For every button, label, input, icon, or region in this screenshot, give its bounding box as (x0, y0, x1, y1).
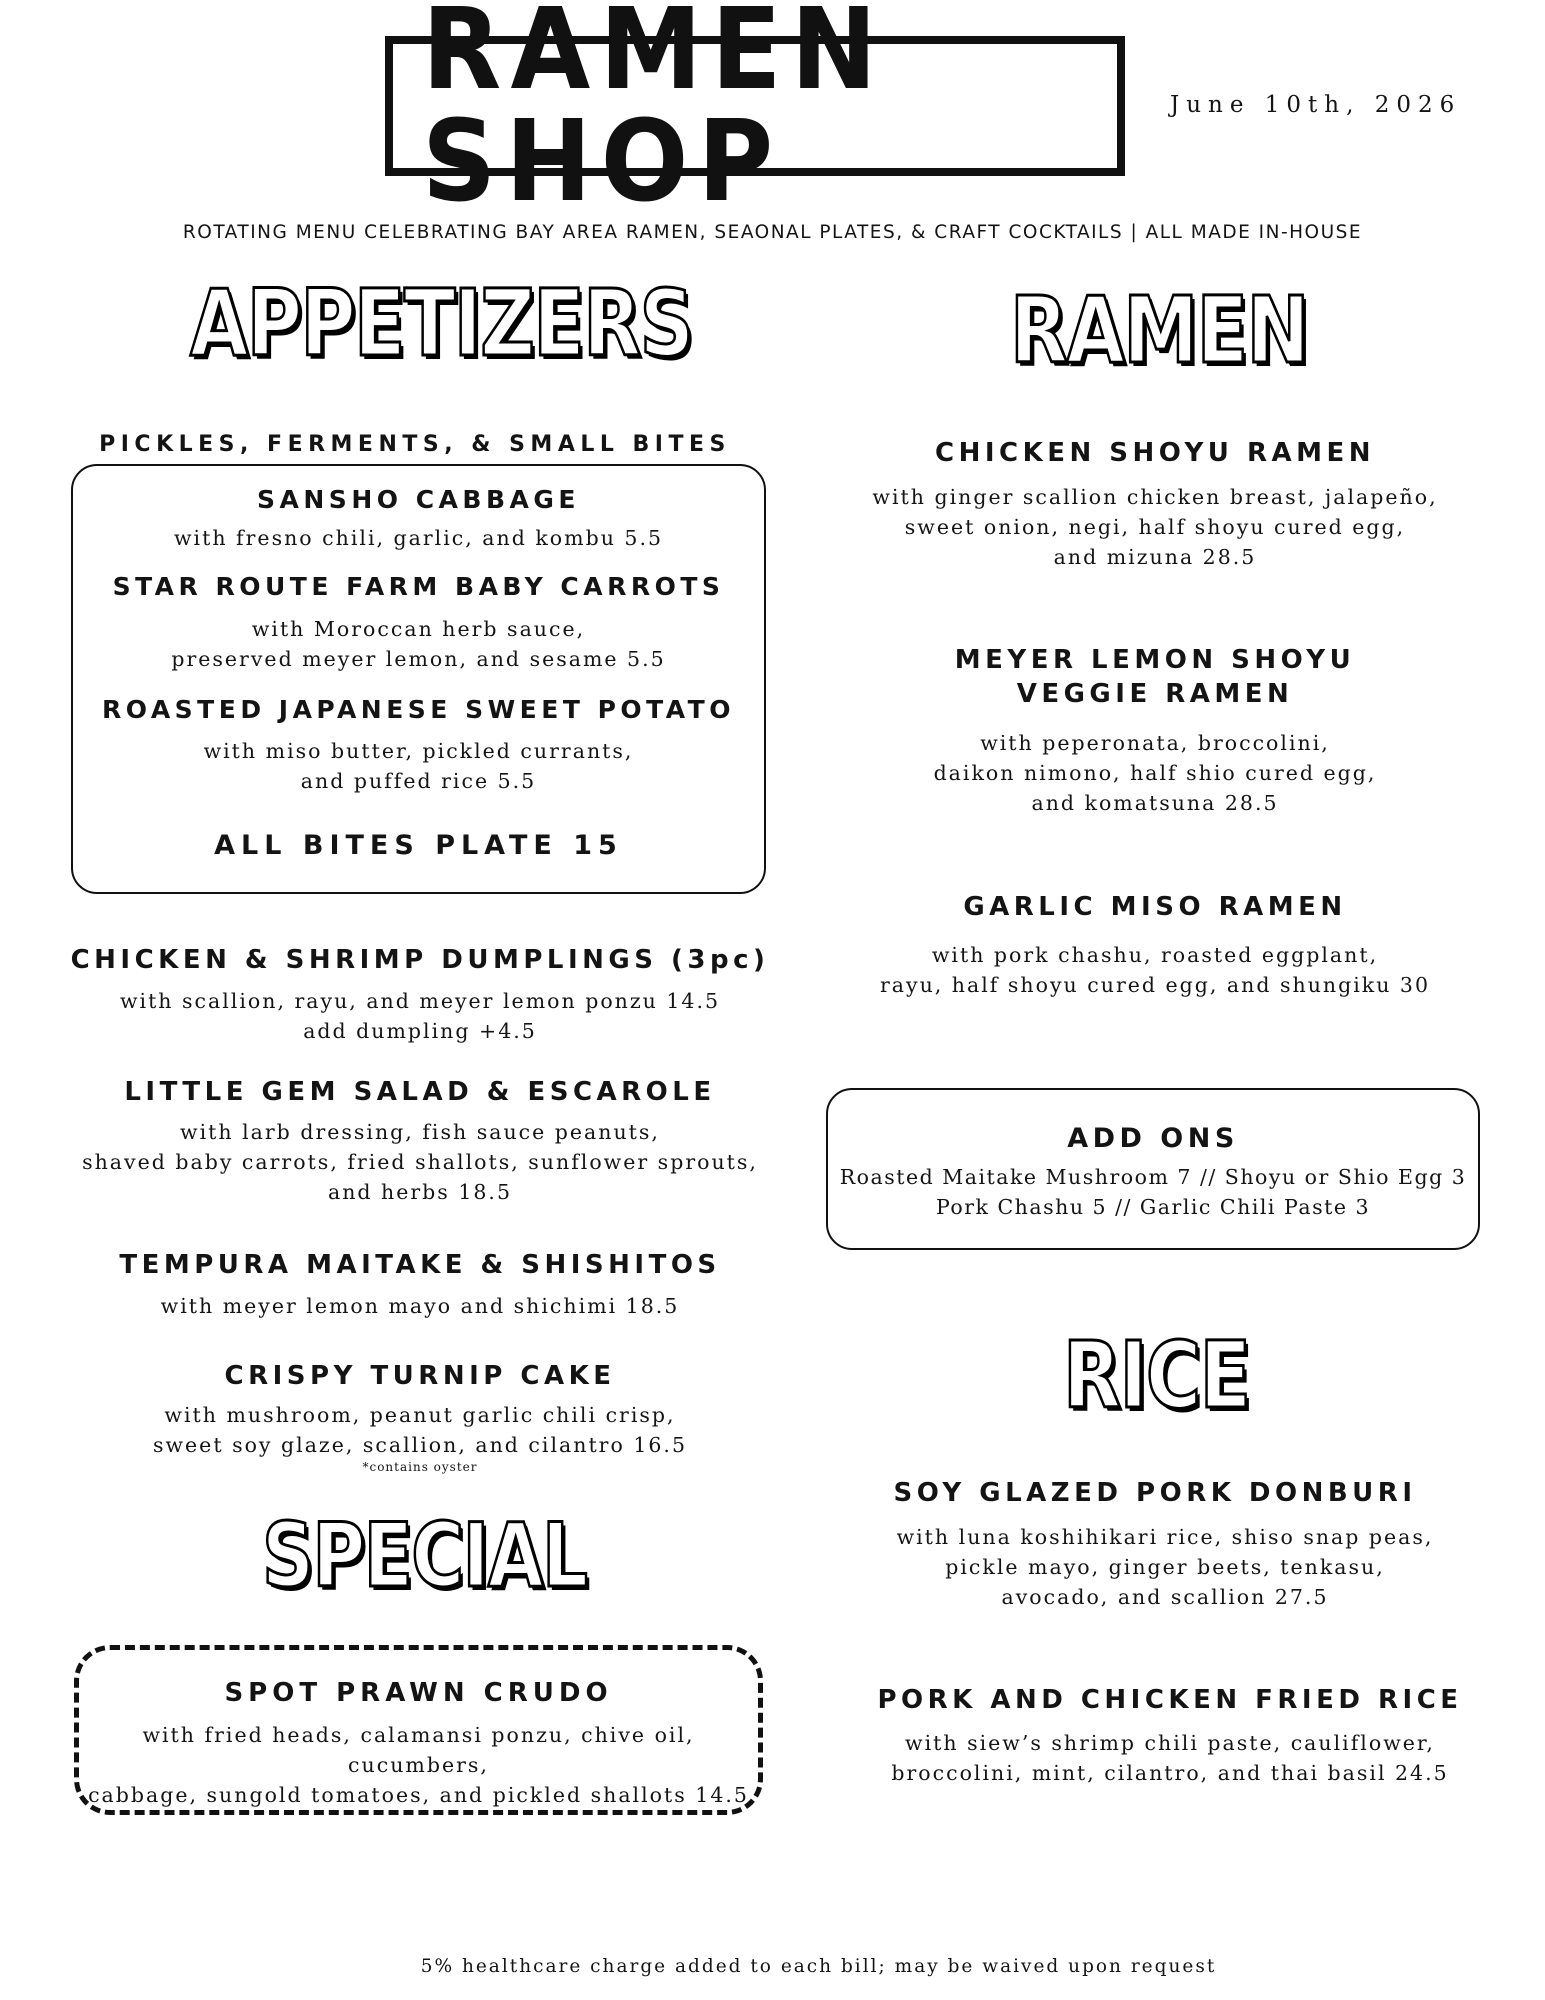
desc-line: pickle mayo, ginger beets, tenkasu, (945, 1555, 1385, 1579)
appetizer-title: TEMPURA MAITAKE & SHISHITOS (119, 1250, 721, 1280)
desc-line: sweet onion, negi, half shoyu cured egg, (904, 515, 1406, 539)
desc-line: rayu, half shoyu cured egg, and shungiku 30 (879, 973, 1431, 997)
desc-line: add dumpling +4.5 (303, 1019, 537, 1043)
bite-title: SANSHO CABBAGE (257, 485, 580, 514)
logo-box (385, 0, 1125, 227)
ramen-title (830, 643, 1480, 711)
desc-line: shaved baby carrots, fried shallots, sunflower sprouts, (82, 1150, 758, 1174)
appetizer-title: LITTLE GEM SALAD & ESCAROLE (124, 1077, 716, 1107)
ramen-desc (820, 728, 1490, 818)
desc-line: broccolini, mint, cilantro, and thai basil 24.5 (891, 1761, 1449, 1785)
desc-line: with peperonata, broccolini, (980, 731, 1330, 755)
ramen-title: CHICKEN SHOYU RAMEN (934, 438, 1375, 468)
ramen-title: GARLIC MISO RAMEN (963, 892, 1347, 922)
desc-line: and mizuna 28.5 (1053, 545, 1257, 569)
rice-heading: RICE (1063, 1322, 1250, 1429)
desc-line: daikon nimono, half shio cured egg, (933, 761, 1377, 785)
desc-line: with luna koshihikari rice, shiso snap peas, (896, 1525, 1434, 1549)
rice-title: PORK AND CHICKEN FRIED RICE (877, 1685, 1463, 1715)
allergen-note: *contains oyster (362, 1460, 478, 1474)
desc-line: and komatsuna 28.5 (1031, 791, 1279, 815)
desc-line: and herbs 18.5 (327, 1180, 512, 1204)
ramen-desc (820, 940, 1490, 1000)
desc-line: avocado, and scallion 27.5 (1001, 1585, 1329, 1609)
desc-line: with fresno chili, garlic, and kombu 5.5 (173, 526, 664, 550)
desc-line: with ginger scallion chicken breast, jalapeño, (872, 485, 1438, 509)
desc-line: preserved meyer lemon, and sesame 5.5 (171, 647, 666, 671)
addons-line: Pork Chashu 5 // Garlic Chili Paste 3 (935, 1195, 1371, 1219)
special-title: SPOT PRAWN CRUDO (224, 1678, 613, 1708)
appetizer-desc (40, 1117, 800, 1207)
desc-line: with meyer lemon mayo and shichimi 18.5 (160, 1294, 680, 1318)
small-bites-heading: PICKLES, FERMENTS, & SMALL BITES (99, 432, 731, 457)
rice-desc (830, 1522, 1500, 1612)
title-line: MEYER LEMON SHOYU (954, 645, 1356, 675)
special-desc (74, 1720, 763, 1810)
desc-line: sweet soy glaze, scallion, and cilantro 16.5 (152, 1433, 687, 1457)
ramen-heading: RAMEN (1010, 277, 1309, 384)
appetizer-title: CHICKEN & SHRIMP DUMPLINGS (3pc) (70, 945, 770, 975)
addons-line: Roasted Maitake Mushroom 7 // Shoyu or Shio Egg 3 (839, 1165, 1467, 1189)
ramen-desc (820, 482, 1490, 572)
desc-line: with miso butter, pickled currants, (203, 739, 634, 763)
footer-note: 5% healthcare charge added to each bill; may be waived upon request (420, 1956, 1217, 1977)
appetizer-desc (40, 986, 800, 1046)
bite-desc (71, 614, 766, 674)
desc-line: cabbage, sungold tomatoes, and pickled shallots 14.5 (88, 1783, 749, 1807)
tagline: ROTATING MENU CELEBRATING BAY AREA RAMEN, SEAONAL PLATES, & CRAFT COCKTAILS | ALL MADE IN-HOUSE (182, 222, 1363, 243)
appetizer-title: CRISPY TURNIP CAKE (224, 1361, 616, 1391)
bite-desc (71, 736, 766, 796)
all-bites-plate: ALL BITES PLATE 15 (214, 830, 623, 861)
bite-title: ROASTED JAPANESE SWEET POTATO (102, 695, 735, 724)
title-line: VEGGIE RAMEN (1016, 679, 1294, 709)
addons-title: ADD ONS (1067, 1123, 1239, 1154)
desc-line: and puffed rice 5.5 (300, 769, 537, 793)
appetizer-desc (40, 1400, 800, 1460)
desc-line: with scallion, rayu, and meyer lemon ponzu 14.5 (119, 989, 721, 1013)
desc-line: with siew’s shrimp chili paste, cauliflower, (905, 1731, 1435, 1755)
desc-line: with mushroom, peanut garlic chili crisp, (164, 1403, 676, 1427)
rice-title: SOY GLAZED PORK DONBURI (893, 1478, 1417, 1508)
special-heading: SPECIAL (262, 1504, 587, 1607)
addons-list (826, 1162, 1480, 1222)
rice-desc (830, 1728, 1510, 1788)
logo-text: RAMEN SHOP (421, 0, 887, 227)
appetizer-desc (40, 1291, 800, 1321)
desc-line: with Moroccan herb sauce, (251, 617, 586, 641)
appetizers-heading: APPETIZERS (190, 270, 693, 377)
desc-line: with pork chashu, roasted eggplant, (931, 943, 1379, 967)
bite-desc (71, 523, 766, 553)
bite-title: STAR ROUTE FARM BABY CARROTS (112, 572, 725, 601)
menu-date: June 10th, 2026 (1170, 92, 1462, 118)
desc-line: with larb dressing, fish sauce peanuts, (180, 1120, 660, 1144)
desc-line: with fried heads, calamansi ponzu, chive oil, cucumbers, (142, 1723, 695, 1777)
